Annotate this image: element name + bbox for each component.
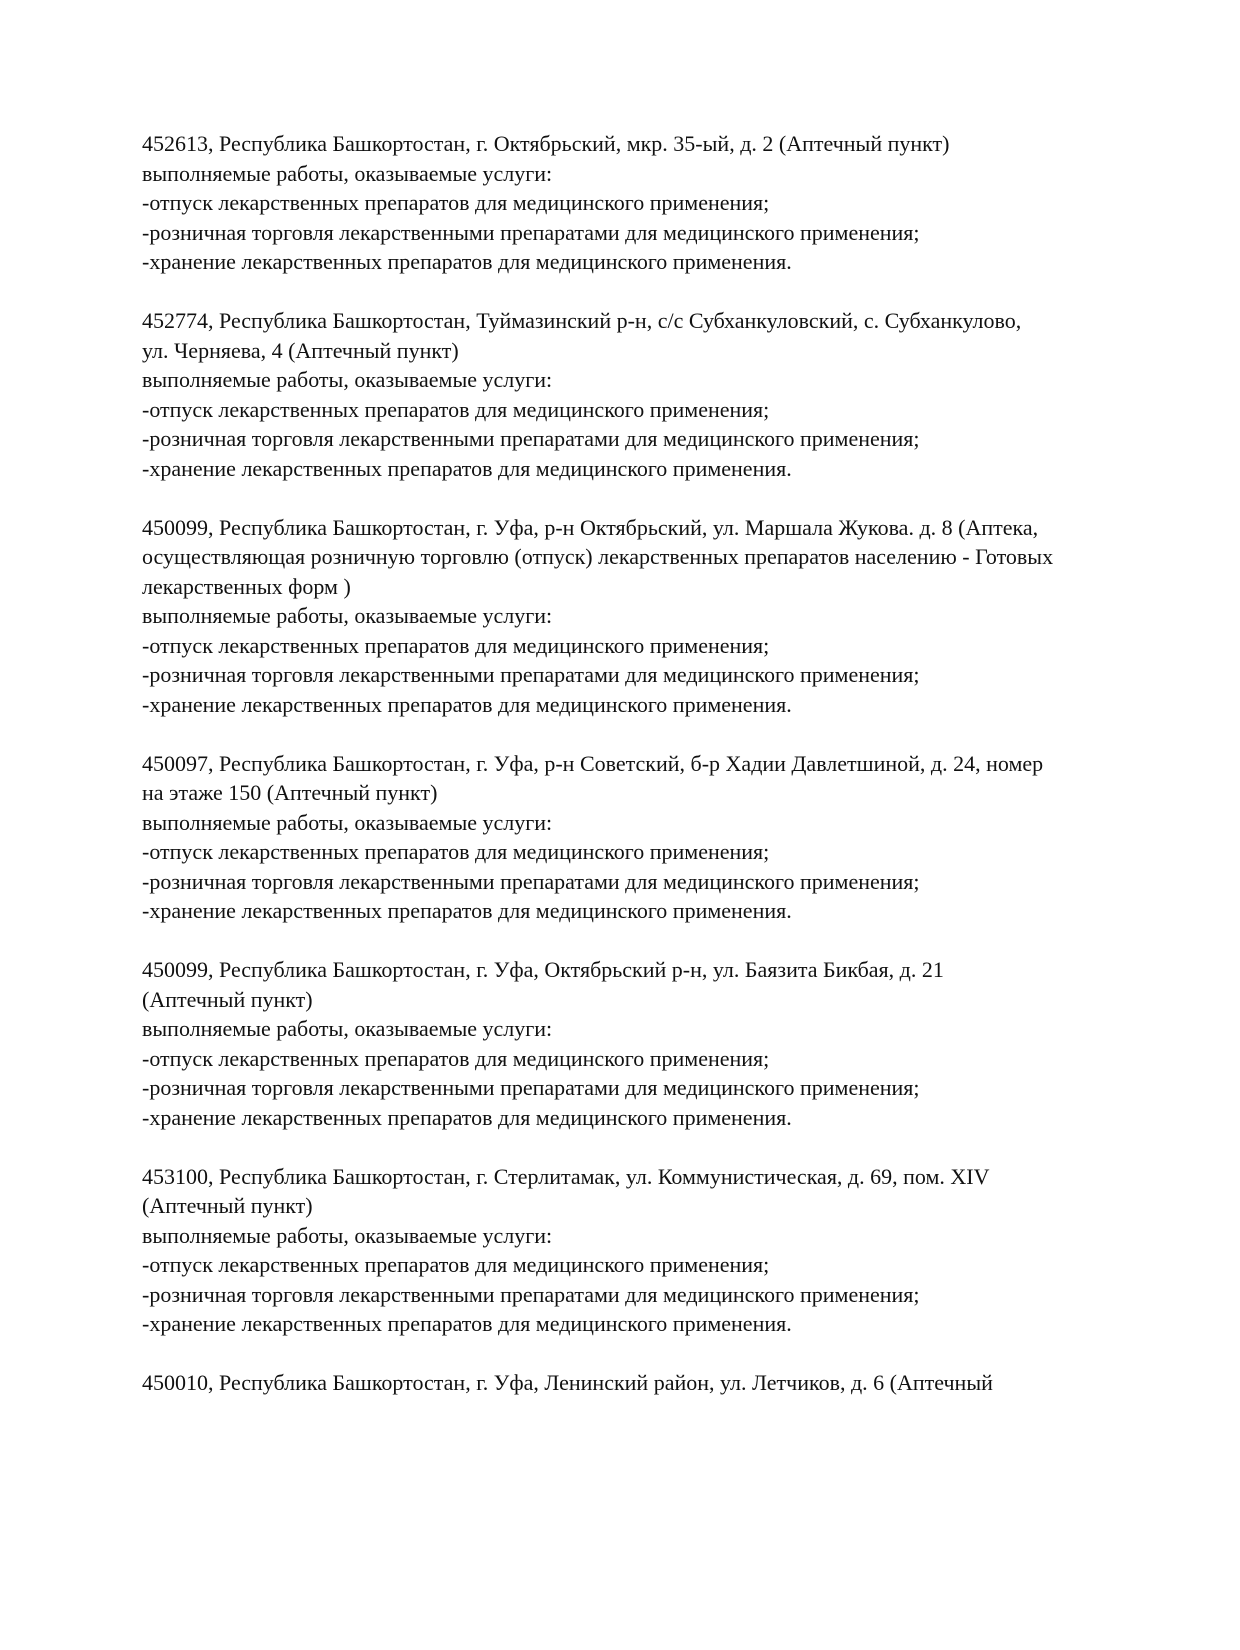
services-heading: выполняемые работы, оказываемые услуги:	[142, 603, 553, 628]
pharmacy-entry	[142, 749, 1162, 926]
pharmacy-entry	[142, 955, 1162, 1132]
service-item: -хранение лекарственных препаратов для медицинского применения.	[142, 1104, 792, 1130]
services-heading: выполняемые работы, оказываемые услуги:	[142, 1016, 553, 1041]
pharmacy-entry	[142, 1368, 1162, 1398]
service-item: -розничная торговля лекарственными препаратами для медицинского применения;	[142, 662, 920, 687]
services-heading: выполняемые работы, оказываемые услуги:	[142, 367, 553, 392]
entry-address: 450097, Республика Башкортостан, г. Уфа, р-н Советский, б-р Хадии Давлетшиной, д. 24, номер на этаже 150 (Аптечный пункт)	[142, 750, 1044, 805]
service-item: -отпуск лекарственных препаратов для медицинского применения;	[142, 632, 770, 658]
service-item: -хранение лекарственных препаратов для медицинского применения.	[142, 1311, 792, 1336]
services-heading: выполняемые работы, оказываемые услуги:	[142, 1222, 553, 1248]
service-item: -отпуск лекарственных препаратов для медицинского применения;	[142, 839, 770, 864]
service-item: -розничная торговля лекарственными препаратами для медицинского применения;	[142, 1281, 920, 1307]
entry-address: 450099, Республика Башкортостан, г. Уфа, Октябрьский р-н, ул. Баязита Бикбая, д. 21 (Аптечный пункт)	[142, 957, 944, 1012]
entry-address: 452613, Республика Башкортостан, г. Октябрьский, мкр. 35-ый, д. 2 (Аптечный пункт)	[142, 131, 950, 156]
service-item: -отпуск лекарственных препаратов для медицинского применения;	[142, 396, 770, 422]
pharmacy-entry	[142, 306, 1162, 483]
service-item: -хранение лекарственных препаратов для медицинского применения.	[142, 455, 792, 481]
pharmacy-entry	[142, 1162, 1162, 1339]
services-heading: выполняемые работы, оказываемые услуги:	[142, 809, 553, 835]
service-item: -отпуск лекарственных препаратов для медицинского применения;	[142, 1045, 770, 1071]
entry-address: 452774, Республика Башкортостан, Туймазинский р-н, с/с Субханкуловский, с. Субханкулово, ул. Черняева, 4 (Аптечный пункт)	[142, 308, 1022, 363]
entry-address: 450010, Республика Башкортостан, г. Уфа, Ленинский район, ул. Летчиков, д. 6 (Аптечный	[142, 1370, 993, 1395]
pharmacy-entry	[142, 129, 1162, 277]
entry-address: 453100, Республика Башкортостан, г. Стерлитамак, ул. Коммунистическая, д. 69, пом. XIV (Аптечный пункт)	[142, 1163, 990, 1218]
service-item: -отпуск лекарственных препаратов для медицинского применения;	[142, 190, 770, 215]
service-item: -отпуск лекарственных препаратов для медицинского применения;	[142, 1252, 770, 1277]
service-item: -розничная торговля лекарственными препаратами для медицинского применения;	[142, 868, 920, 894]
pharmacy-entry	[142, 513, 1162, 720]
document-page	[142, 129, 1162, 1427]
service-item: -хранение лекарственных препаратов для медицинского применения.	[142, 691, 792, 717]
service-item: -хранение лекарственных препаратов для медицинского применения.	[142, 898, 792, 923]
service-item: -розничная торговля лекарственными препаратами для медицинского применения;	[142, 219, 920, 245]
service-item: -хранение лекарственных препаратов для медицинского применения.	[142, 249, 792, 274]
service-item: -розничная торговля лекарственными препаратами для медицинского применения;	[142, 426, 920, 451]
services-heading: выполняемые работы, оказываемые услуги:	[142, 160, 553, 186]
entry-address: 450099, Республика Башкортостан, г. Уфа, р-н Октябрьский, ул. Маршала Жукова. д. 8 (Аптека, осуществляющая розничную торговлю (отпуск) лекарственных препаратов населению - Готовых лекарственных форм )	[142, 514, 1054, 599]
service-item: -розничная торговля лекарственными препаратами для медицинского применения;	[142, 1075, 920, 1100]
